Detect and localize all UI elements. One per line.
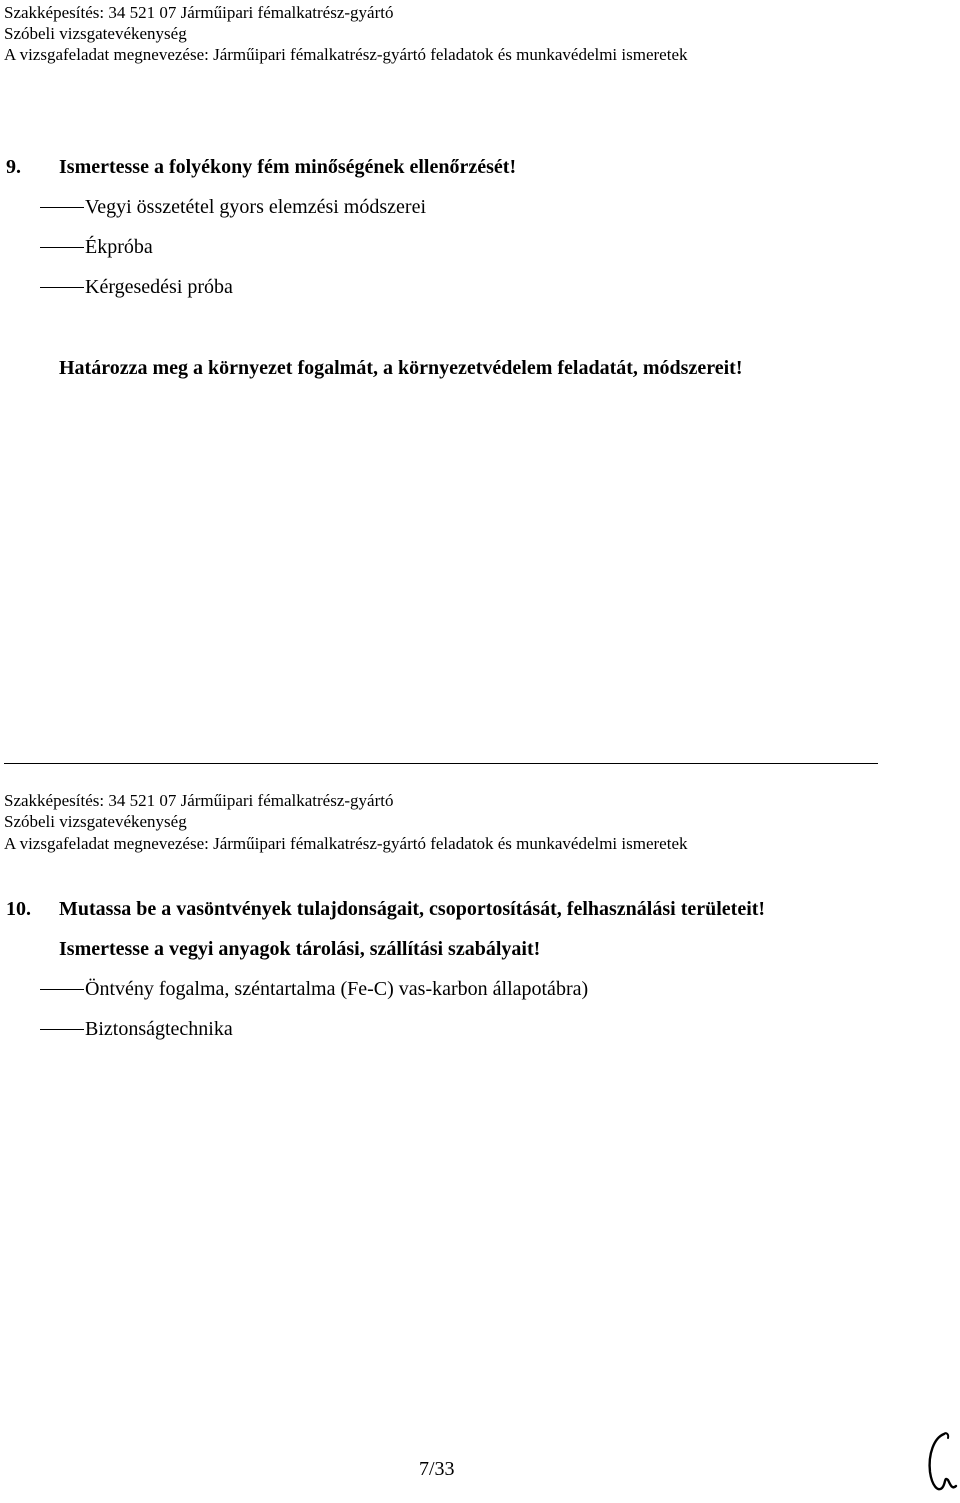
dash-bullet <box>40 989 84 990</box>
question-number: 10. <box>6 898 31 920</box>
dash-bullet <box>40 287 84 288</box>
list-item: Ékpróba <box>85 236 153 258</box>
header-task-name: A vizsgafeladat megnevezése: Járműipari fémalkatrész-gyártó feladatok és munkavédelmi ismeretek <box>4 834 688 853</box>
list-item: Kérgesedési próba <box>85 276 233 298</box>
page-number: 7/33 <box>419 1458 455 1480</box>
dash-bullet <box>40 207 84 208</box>
list-item: Biztonságtechnika <box>85 1018 233 1040</box>
list-item: Vegyi összetétel gyors elemzési módszerei <box>85 196 426 218</box>
header-qualification: Szakképesítés: 34 521 07 Járműipari fémalkatrész-gyártó <box>4 3 394 22</box>
dash-bullet <box>40 1029 84 1030</box>
header-qualification: Szakképesítés: 34 521 07 Járműipari fémalkatrész-gyártó <box>4 791 394 810</box>
question-title: Mutassa be a vasöntvények tulajdonságait, csoportosítását, felhasználási területeit! <box>59 898 766 920</box>
list-item: Öntvény fogalma, széntartalma (Fe-C) vas-karbon állapotábra) <box>85 978 589 1000</box>
question-title: Ismertesse a folyékony fém minőségének ellenőrzését! <box>59 156 517 178</box>
header-exam-type: Szóbeli vizsgatevékenység <box>4 812 187 831</box>
header-exam-type: Szóbeli vizsgatevékenység <box>4 24 187 43</box>
page-divider <box>4 763 878 764</box>
header-task-name: A vizsgafeladat megnevezése: Járműipari fémalkatrész-gyártó feladatok és munkavédelmi ismeretek <box>4 45 688 64</box>
signature-icon <box>922 1428 958 1498</box>
question-number: 9. <box>6 156 21 178</box>
dash-bullet <box>40 247 84 248</box>
question-subtitle: Ismertesse a vegyi anyagok tárolási, szállítási szabályait! <box>59 938 541 960</box>
question-subtitle: Határozza meg a környezet fogalmát, a környezetvédelem feladatát, módszereit! <box>59 357 743 379</box>
